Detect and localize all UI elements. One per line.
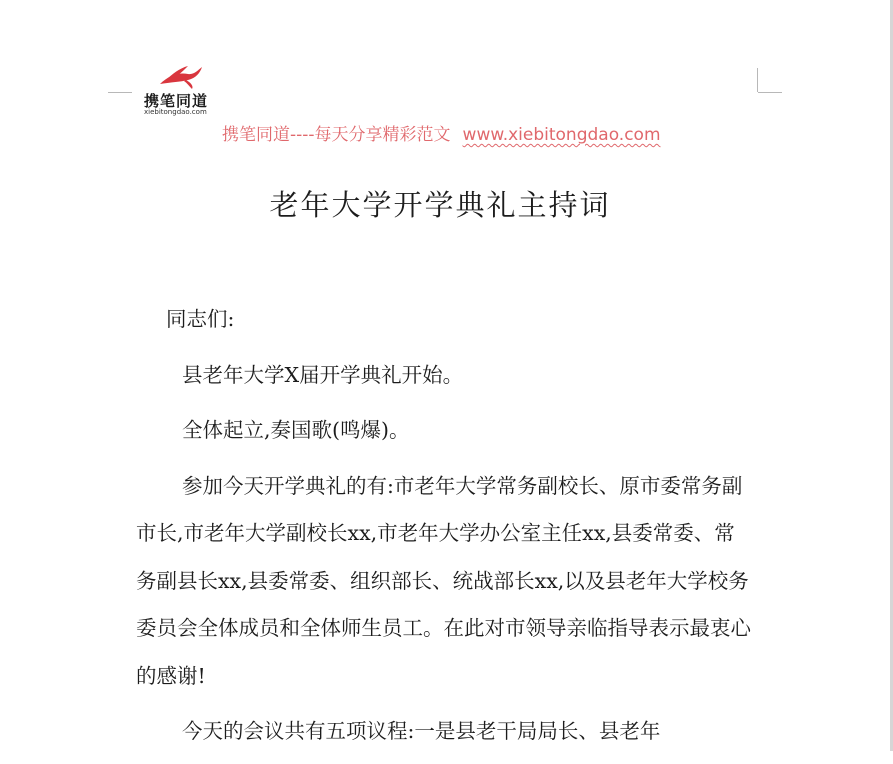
paragraph-anthem: 全体起立,奏国歌(鸣爆)。	[182, 418, 410, 442]
header-promo-text: 携笔同道----每天分享精彩范文	[222, 125, 451, 145]
logo-domain: xiebitongdao.com	[144, 108, 207, 116]
paragraph-agenda: 今天的会议共有五项议程:一是县老干局局长、县老年	[182, 719, 661, 743]
paragraph-attendees: 参加今天开学典礼的有:市老年大学常务副校长、原市委常务副市长,市老年大学副校长xx,市老年大学办公室主任xx,县委常委、常务副县长xx,县委常委、组织部长、统战部长xx,以及县老年大学校务委员会全体成员和全体师生员工。在此对市领导亲临指导表示最衷心的感谢!	[136, 473, 751, 688]
logo-name: 携笔同道	[144, 92, 209, 110]
corner-mark-top-right-vertical	[757, 68, 758, 92]
salutation: 同志们:	[166, 307, 235, 331]
bird-logo-icon	[158, 64, 204, 90]
corner-mark-top-left	[108, 92, 132, 93]
paragraph-opening: 县老年大学X届开学典礼开始。	[182, 362, 464, 387]
header-url-link[interactable]: www.xiebitongdao.com	[462, 125, 661, 145]
document-body	[136, 296, 752, 764]
corner-mark-top-right-horizontal	[758, 92, 782, 93]
header-promo-line	[222, 120, 661, 145]
document-title: 老年大学开学典礼主持词	[269, 188, 611, 222]
site-logo	[140, 64, 220, 120]
